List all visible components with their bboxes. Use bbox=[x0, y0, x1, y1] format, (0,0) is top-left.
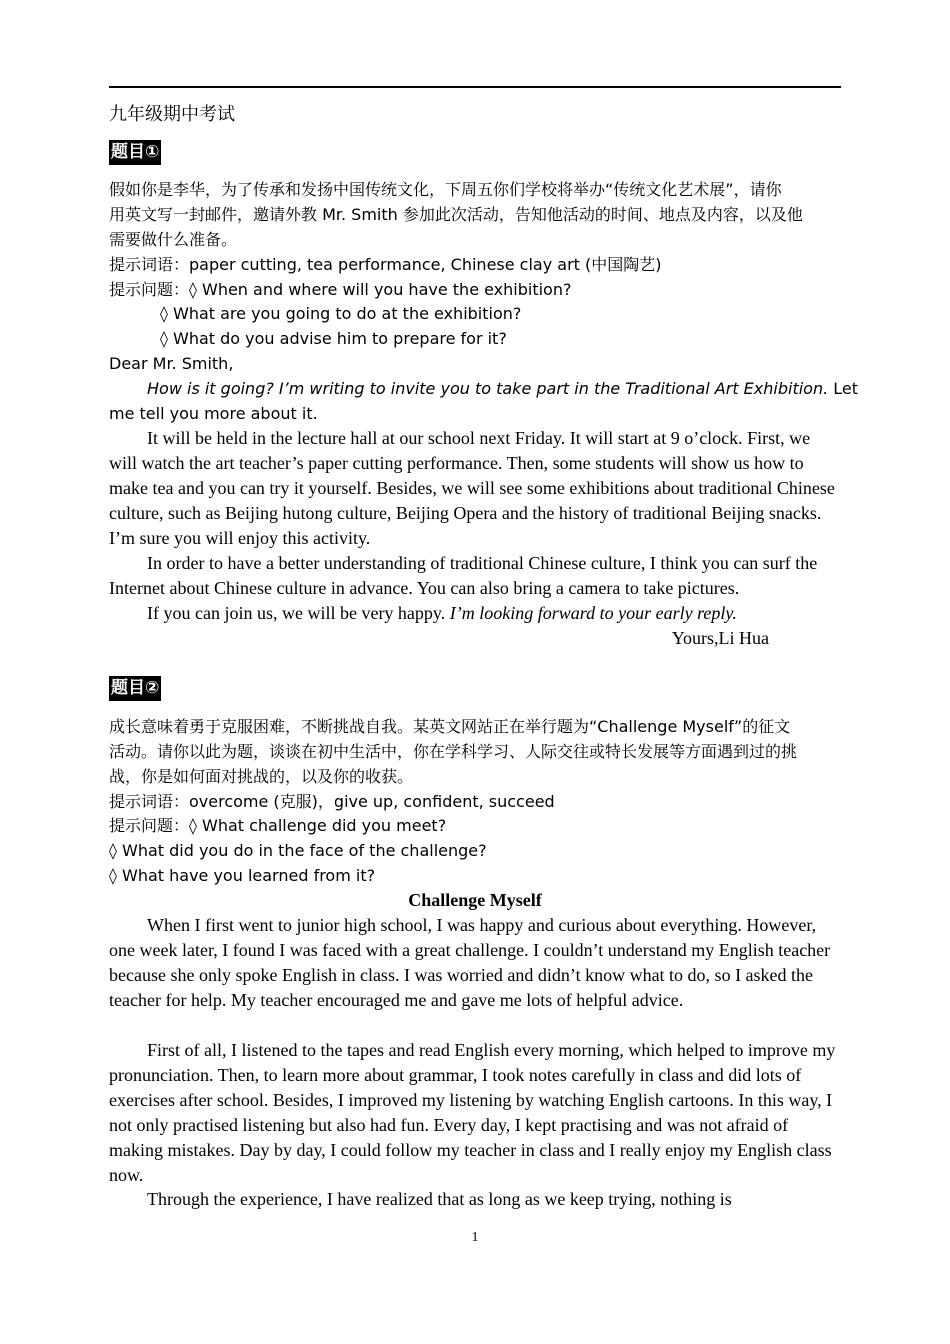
closing-italic: I’m looking forward to your early reply. bbox=[449, 603, 737, 623]
hint-question: 提示问题：◊ What challenge did you meet? bbox=[109, 816, 447, 835]
essay-title: Challenge Myself bbox=[408, 890, 542, 910]
letter-paragraph: It will be held in the lecture hall at our school next Friday. It will start at 9 o’clock. First, we will watch the art teacher’s paper cutting performance. Then, some students will show us how to make tea and you can try it yourself. Besides, we will see some exhibitions about traditional Chinese culture, such as Beijing hutong culture, Beijing Opera and the history of traditional Beijing snacks. I’m sure you will enjoy this activity. bbox=[109, 428, 835, 548]
exam-title: 九年级期中考试 bbox=[109, 104, 235, 125]
letter-greeting: Dear Mr. Smith, bbox=[109, 354, 234, 373]
opening-italic: How is it going? I’m writing to invite you to take part in the Traditional Art Exhibition. bbox=[147, 379, 829, 398]
opening-tail: Let bbox=[828, 379, 859, 398]
prompt-line: 活动。请你以此为题，谈谈在初中生活中，你在学科学习、人际交往或特长发展等方面遇到过的挑 bbox=[109, 742, 798, 761]
hint-words: 提示词语：overcome (克服)，give up, confident, succeed bbox=[109, 792, 555, 811]
hint-question: ◊ What did you do in the face of the challenge? bbox=[109, 841, 487, 860]
prompt-line: 用英文写一封邮件，邀请外教 Mr. Smith 参加此次活动，告知他活动的时间、地点及内容，以及他 bbox=[109, 205, 803, 224]
prompt-line: 战，你是如何面对挑战的，以及你的收获。 bbox=[109, 767, 414, 786]
hint-question: 提示问题：◊ When and where will you have the exhibition? bbox=[109, 280, 572, 299]
question-1-tag: 题目① bbox=[109, 140, 161, 165]
closing-text: If you can join us, we will be very happy. bbox=[147, 603, 450, 623]
prompt-line: 假如你是李华，为了传承和发扬中国传统文化，下周五你们学校将举办“传统文化艺术展”，请你 bbox=[109, 180, 782, 199]
question-2-tag: 题目② bbox=[109, 676, 161, 701]
letter-opening-line2: me tell you more about it. bbox=[109, 404, 318, 423]
hint-question: ◊ What are you going to do at the exhibition? bbox=[160, 304, 522, 323]
essay-paragraph: First of all, I listened to the tapes and read English every morning, which helped to improve my pronunciation. Then, to learn more about grammar, I took notes carefully in class and did lots of exercises after school. Besides, I improved my listening by watching English cartoons. In this way, I not only practised listening but also had fun. Every day, I kept practising and was not afraid of making mistakes. Day by day, I could follow my teacher in class and I really enjoy my English class now. bbox=[109, 1040, 836, 1185]
hint-question: ◊ What have you learned from it? bbox=[109, 866, 376, 885]
essay-paragraph: When I first went to junior high school, I was happy and curious about everything. However, one week later, I found I was faced with a great challenge. I couldn’t understand my English teacher because she only spoke English in class. I was worried and didn’t know what to do, so I asked the teacher for help. My teacher encouraged me and gave me lots of helpful advice. bbox=[109, 915, 831, 1010]
essay-paragraph: Through the experience, I have realized that as long as we keep trying, nothing is bbox=[147, 1189, 732, 1209]
letter-signoff: Yours,Li Hua bbox=[671, 628, 769, 648]
page-number: 1 bbox=[471, 1230, 479, 1245]
hint-words: 提示词语：paper cutting, tea performance, Chinese clay art (中国陶艺) bbox=[109, 255, 662, 274]
prompt-line: 成长意味着勇于克服困难，不断挑战自我。某英文网站正在举行题为“Challenge Myself”的征文 bbox=[109, 717, 791, 736]
hint-question: ◊ What do you advise him to prepare for it? bbox=[160, 329, 507, 348]
letter-opening bbox=[147, 376, 858, 401]
prompt-line: 需要做什么准备。 bbox=[109, 230, 238, 249]
letter-closing bbox=[109, 601, 841, 626]
header-rule bbox=[109, 86, 841, 88]
letter-paragraph: In order to have a better understanding of traditional Chinese culture, I think you can surf the Internet about Chinese culture in advance. You can also bring a camera to take pictures. bbox=[109, 553, 818, 598]
